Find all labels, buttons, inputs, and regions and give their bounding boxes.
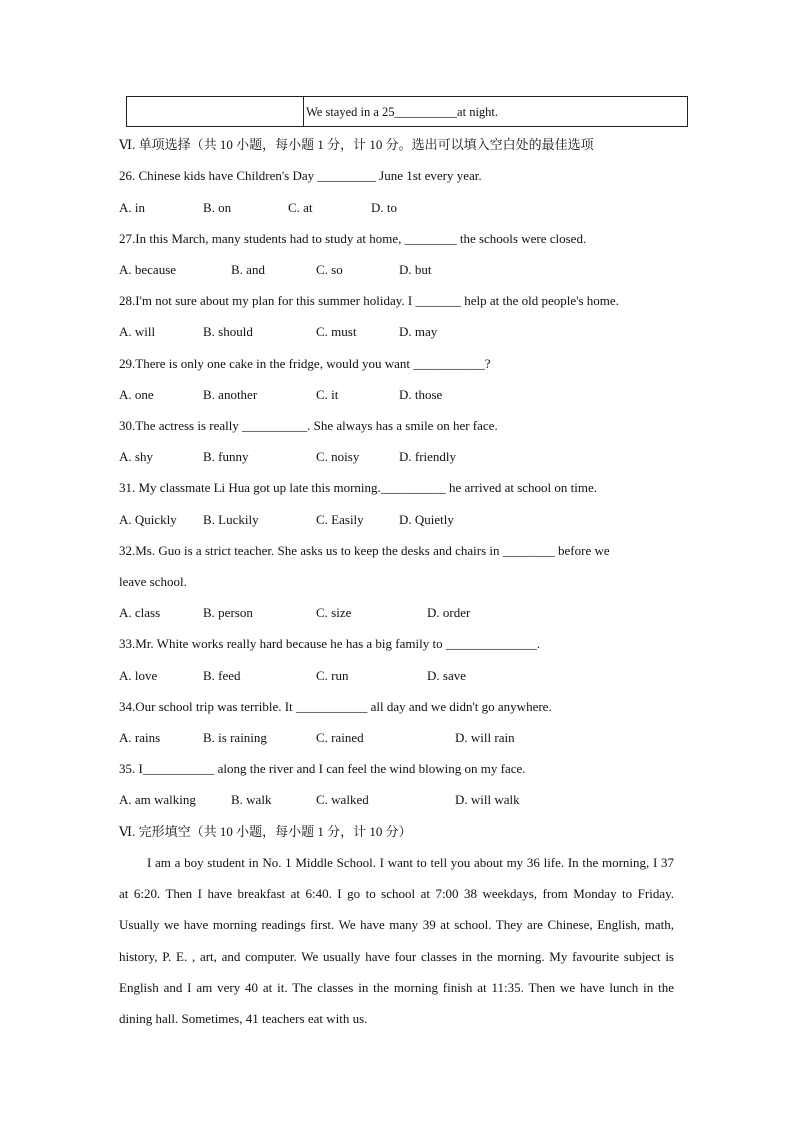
option-a: A. Quickly [119,512,177,527]
option-b: B. should [203,324,253,339]
option-a: A. one [119,387,154,402]
question-stem: 26. Chinese kids have Children's Day _________ June 1st every year. [119,168,482,183]
section-heading-single-choice: Ⅵ. 单项选择（共 10 小题，每小题 1 分，计 10 分。选出可以填入空白处的最佳选项 [119,137,594,152]
option-b: B. person [203,605,253,620]
question-stem: 34.Our school trip was terrible. It ___________ all day and we didn't go anywhere. [119,699,552,714]
option-a: A. am walking [119,792,196,807]
option-b: B. feed [203,668,241,683]
option-d: D. will rain [455,730,515,745]
option-c: C. noisy [316,449,360,464]
answer-table-row [126,96,688,127]
option-row [119,512,679,528]
option-a: A. will [119,324,156,339]
option-d: D. save [427,668,466,683]
option-a: A. class [119,605,161,620]
option-c: C. at [288,200,313,215]
option-d: D. friendly [399,449,457,464]
option-b: B. Luckily [203,512,259,527]
option-b: B. on [203,200,232,215]
table-cell-left [127,97,304,126]
option-a: A. because [119,262,177,277]
question-stem: 27.In this March, many students had to study at home, ________ the schools were closed. [119,231,587,246]
option-a: A. shy [119,449,153,464]
option-row [119,324,679,340]
option-d: D. order [427,605,471,620]
option-row [119,792,679,808]
option-c: C. run [316,668,349,683]
question-stem: 35. I___________ along the river and I can feel the wind blowing on my face. [119,761,526,776]
option-c: C. Easily [316,512,364,527]
option-row [119,668,679,684]
option-c: C. must [316,324,357,339]
cloze-passage [119,847,674,1034]
question-stem-continued: leave school. [119,574,187,589]
option-d: D. may [399,324,438,339]
option-b: B. is raining [203,730,267,745]
question-stem: 33.Mr. White works really hard because he has a big family to ______________. [119,636,541,651]
option-row [119,730,679,746]
option-a: A. in [119,200,145,215]
option-a: A. love [119,668,158,683]
option-c: C. size [316,605,352,620]
passage-text: I am a boy student in No. 1 Middle School. I want to tell you about my 36 life. In the morning, I 37 at 6:20. Then I have breakfast at 6:40. I go to school at 7:00 38 weekdays, from Monday to Friday. Usually we have morning readings first. We have many 39 at school. They are Chinese, English, math, history, P. E. , art, and computer. We usually have four classes in the morning. My favourite subject is English and I am very 40 at it. The classes in the morning finish at 11:35. Then we have lunch in the dining hall. Sometimes, 41 teachers eat with us. [119,855,674,1027]
option-row [119,449,679,465]
option-b: B. funny [203,449,249,464]
question-stem: 29.There is only one cake in the fridge, would you want ___________? [119,356,491,371]
table-cell-right: We stayed in a 25__________at night. [306,105,499,119]
option-row [119,387,679,403]
question-stem: 31. My classmate Li Hua got up late this morning.__________ he arrived at school on time. [119,480,598,495]
option-row [119,262,679,278]
option-c: C. rained [316,730,364,745]
option-a: A. rains [119,730,161,745]
option-b: B. and [231,262,265,277]
option-row [119,605,679,621]
option-d: D. to [371,200,397,215]
option-b: B. walk [231,792,272,807]
option-c: C. so [316,262,343,277]
option-d: D. Quietly [399,512,454,527]
option-d: D. those [399,387,443,402]
option-row [119,200,679,216]
option-c: C. walked [316,792,369,807]
question-stem: 28.I'm not sure about my plan for this summer holiday. I _______ help at the old people's home. [119,293,619,308]
option-b: B. another [203,387,258,402]
option-d: D. will walk [455,792,520,807]
question-stem: 32.Ms. Guo is a strict teacher. She asks us to keep the desks and chairs in ________ before we [119,543,610,558]
section-heading-cloze: Ⅵ. 完形填空（共 10 小题，每小题 1 分，计 10 分） [119,824,412,839]
option-c: C. it [316,387,339,402]
question-stem: 30.The actress is really __________. She always has a smile on her face. [119,418,498,433]
option-d: D. but [399,262,432,277]
